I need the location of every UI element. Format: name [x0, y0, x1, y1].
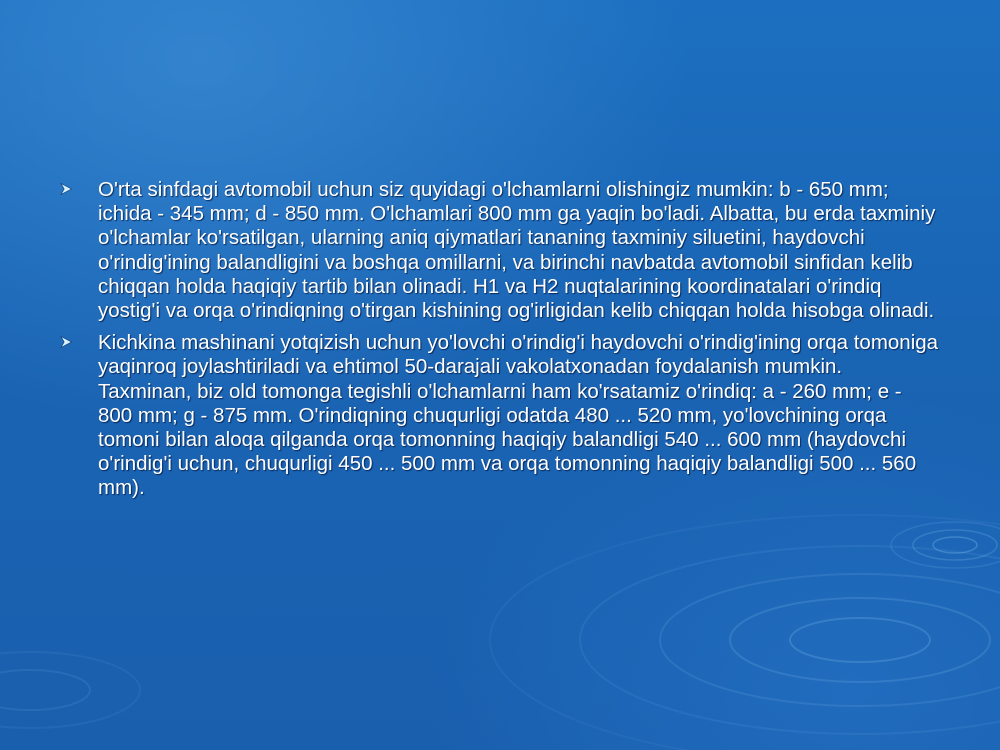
- bullet-item: [60, 178, 940, 323]
- arrowhead-bullet-icon: [60, 183, 72, 195]
- slide-content: [60, 178, 940, 509]
- bullet-text: O'rta sinfdagi avtomobil uchun siz quyidagi o'lchamlarni olishingiz mumkin: b - 650 mm; ichida - 345 mm; d - 850 mm. O'lchamlari 800 mm ga yaqin bo'ladi. Albatta, bu erda taxminiy o'lchamlar ko'rsatilgan, ularning aniq qiymatlari tananing taxminiy siluetini, haydovchi o'rindig'ining balandligini va boshqa omillarni, va birinchi navbatda avtomobil sinfidan kelib chiqqan holda haqiqiy tartib bilan olinadi. H1 va H2 nuqtalarining koordinatalari o'rindiq yostig'i va orqa o'rindiqning o'tirgan kishining og'irligidan kelib chiqqan holda hisobga olinadi.: [98, 178, 936, 323]
- bullet-text: Kichkina mashinani yotqizish uchun yo'lovchi o'rindig'i haydovchi o'rindig'ining orqa tomoniga yaqinroq joylashtiriladi va ehtimol 50-darajali vakolatxonadan foydalanish mumkin. Taxminan, biz old tomonga tegishli o'lchamlarni ham ko'rsatamiz o'rindiq: a - 260 mm; e - 800 mm; g - 875 mm. O'rindiqning chuqurligi odatda 480 ... 520 mm, yo'lovchining orqa tomoni bilan aloqa qilganda orqa tomonning haqiqiy balandligi 540 ... 600 mm (haydovchi o'rindig'i uchun, chuqurligi 450 ... 500 mm va orqa tomonning haqiqiy balandligi 500 ... 560 mm).: [98, 331, 939, 500]
- bullet-list: [60, 178, 940, 501]
- bullet-item: [60, 331, 940, 500]
- arrowhead-bullet-icon: [60, 336, 72, 348]
